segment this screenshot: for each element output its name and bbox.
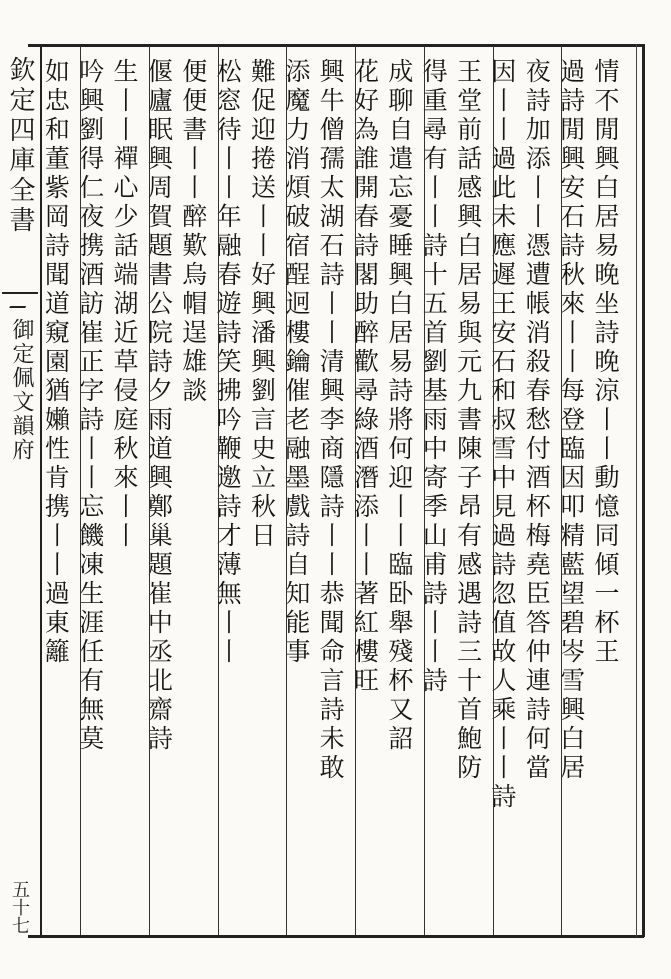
- text-column: 因丨丨過此未應遲王安石和叔雪中見過詩忽值故人乘丨丨詩: [487, 58, 517, 812]
- text-column: 偃廬眠興周賀題書公院詩夕雨道興鄭巢題崔中丞北齋詩: [144, 58, 174, 754]
- column-rule: [286, 46, 287, 935]
- text-column: 添魔力消煩破宿酲迥樓鑰催老融墨戲詩自知能事: [281, 58, 311, 667]
- column-rule: [149, 46, 150, 935]
- text-column: 情不閒興白居易晚坐詩晚涼丨丨動憶同傾一杯王: [590, 58, 620, 667]
- text-column: 難促迎捲送丨丨好興潘興劉言史立秋日: [247, 58, 277, 551]
- text-column: 夜詩加添丨丨憑遭帳消殺春愁付酒杯梅堯臣答仲連詩何當: [522, 58, 552, 783]
- book-subtitle: 御定佩文韻府: [9, 318, 34, 462]
- page-number: 五十七: [9, 880, 30, 934]
- frame-right-inner-border: [636, 44, 637, 937]
- text-column: 興牛僧孺太湖石詩丨丨清興李商隱詩丨丨恭聞命言詩未敢: [316, 58, 346, 783]
- column-rule: [80, 46, 81, 935]
- frame-top-border: [28, 44, 644, 47]
- column-rule: [493, 46, 494, 935]
- column-rule: [424, 46, 425, 935]
- text-column: 過詩閒興安石詩秋來丨丨每登臨因叩精藍望碧岑雪興白居: [556, 58, 586, 783]
- book-title: 欽定四庫全書: [5, 56, 35, 236]
- text-column: 王堂前話感興白居易與元九書陳子昂有感遇詩三十首鮑防: [453, 58, 483, 783]
- frame-right-border: [642, 44, 645, 937]
- column-rule: [561, 46, 562, 935]
- text-column: 便便書丨丨醉歎烏帽逞雄談: [178, 58, 208, 406]
- text-column: 得重尋有丨丨詩十五首劉基雨中寄季山甫詩丨丨詩: [419, 58, 449, 696]
- text-column: 花好為誰開春詩閣助醉歡尋綠酒潛添丨丨著紅樓旺: [350, 58, 380, 696]
- text-column: 成聊自遣忘憂睡興白居易詩將何迎丨丨臨卧舉殘杯又詔: [384, 58, 414, 754]
- frame-bottom-border: [28, 935, 644, 938]
- text-column: 生丨丨禪心少話端湖近草侵庭秋來丨丨: [110, 58, 140, 551]
- column-rule: [218, 46, 219, 935]
- text-column: 松窓待丨丨年融春遊詩笑拂吟鞭邀詩才薄無丨丨: [213, 58, 243, 667]
- text-column: 如忠和董紫岡詩聞道窺園猶嬾性肯携丨丨過東籬: [41, 58, 71, 667]
- text-column: 吟興劉得仁夜携酒訪崔正字詩丨丨忘饑凍生涯任有無莫: [75, 58, 105, 754]
- column-rule: [355, 46, 356, 935]
